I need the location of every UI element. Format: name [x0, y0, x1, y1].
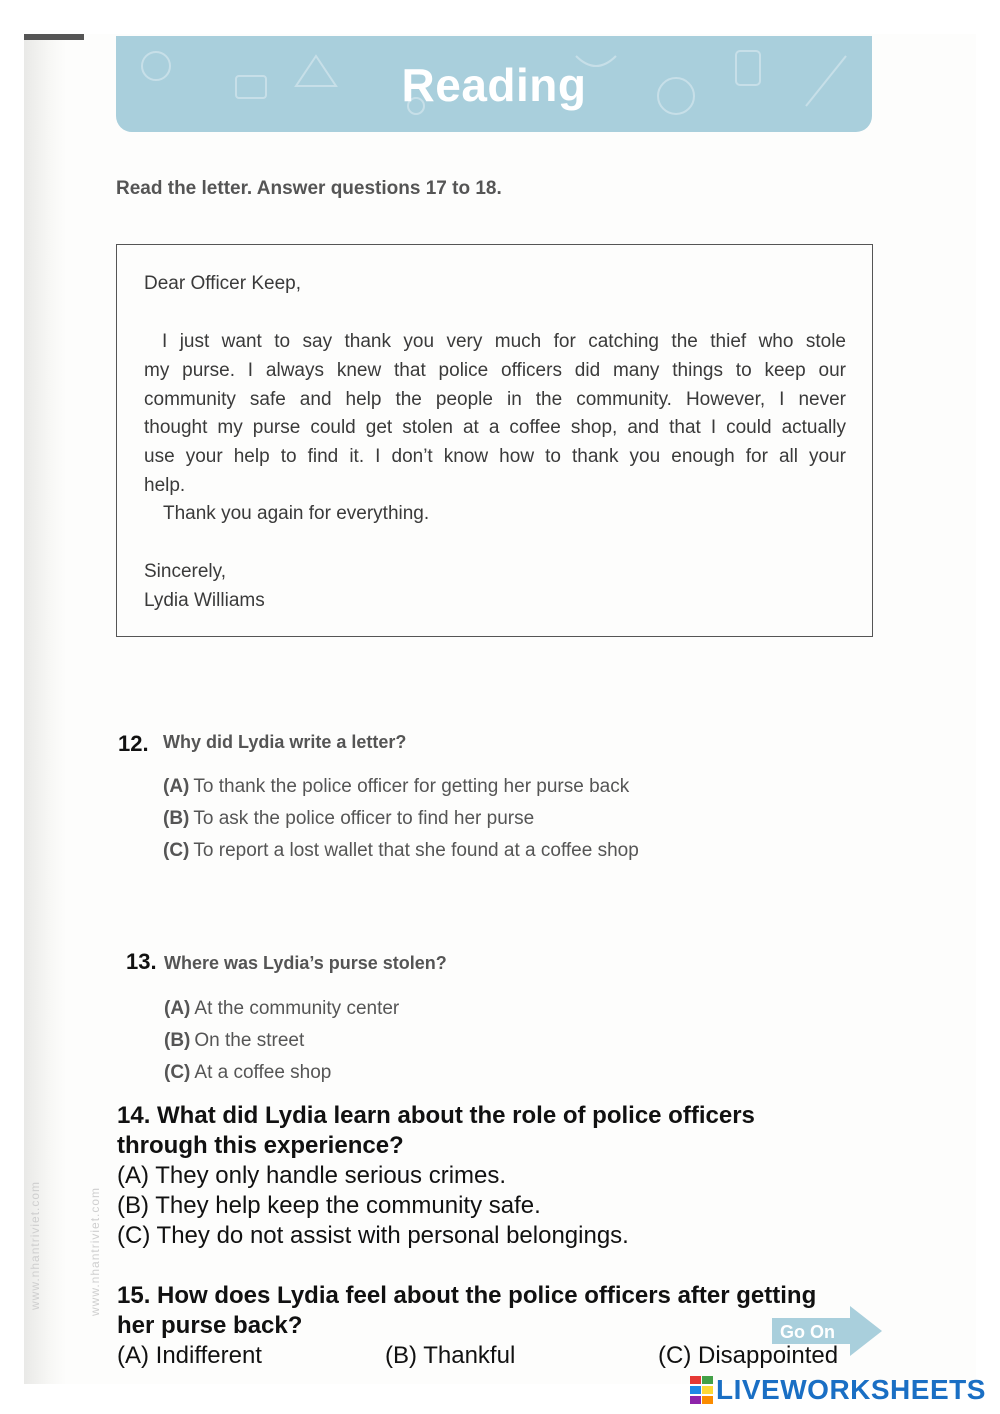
- option-letter: (C): [164, 1062, 191, 1083]
- letter-body-line: my purse. I always knew that police officers did many things to keep our: [144, 360, 846, 381]
- option-text: At the community center: [194, 998, 400, 1019]
- question-14-line-2: through this experience?: [117, 1132, 404, 1159]
- option-text: To report a lost wallet that she found at a coffee shop: [193, 840, 639, 861]
- option-letter: (A): [164, 998, 191, 1019]
- letter-body-line: I just want to say thank you very much for catching the thief who stole: [162, 331, 846, 352]
- liveworksheets-logo-icon: [690, 1376, 714, 1404]
- question-13-option-c[interactable]: [164, 1062, 331, 1084]
- go-on-label: Go On: [780, 1322, 835, 1342]
- side-watermark-left: www.nhantriviet.com: [28, 1180, 42, 1310]
- question-12-option-a[interactable]: [163, 776, 629, 798]
- question-15-option-b[interactable]: (B) Thankful: [385, 1342, 516, 1369]
- instruction-text: Read the letter. Answer questions 17 to 18.: [116, 178, 502, 199]
- question-15-line-1: 15. How does Lydia feel about the police officers after getting: [117, 1282, 817, 1309]
- option-letter: (C): [163, 840, 190, 861]
- option-letter: (B): [163, 808, 190, 829]
- letter-body-line: thought my purse could get stolen at a coffee shop, and that I could actually: [144, 417, 846, 438]
- option-text: To ask the police officer to find her purse: [193, 808, 535, 829]
- question-15-option-a[interactable]: (A) Indifferent: [117, 1342, 262, 1369]
- question-14-option-b[interactable]: (B) They help keep the community safe.: [117, 1192, 541, 1219]
- question-12-number: 12.: [118, 731, 149, 756]
- question-12-option-b[interactable]: [163, 808, 534, 830]
- question-13-number: 13.: [126, 949, 157, 974]
- liveworksheets-brand[interactable]: LIVEWORKSHEETS: [716, 1374, 986, 1405]
- question-14-line-1: 14. What did Lydia learn about the role of police officers: [117, 1102, 755, 1129]
- option-letter: (A): [163, 776, 190, 797]
- option-text: To thank the police officer for getting her purse back: [193, 776, 630, 797]
- question-15-line-2: her purse back?: [117, 1312, 303, 1339]
- question-14-option-a[interactable]: (A) They only handle serious crimes.: [117, 1162, 507, 1189]
- option-text: On the street: [194, 1030, 305, 1051]
- letter-body-line: use your help to find it. I don’t know how to thank you enough for all your: [144, 446, 846, 467]
- letter-signature: Lydia Williams: [144, 590, 265, 611]
- side-watermark-right: www.nhantriviet.com: [88, 1186, 102, 1316]
- section-banner: [116, 36, 872, 132]
- letter-body-line: community safe and help the people in the community. However, I never: [144, 389, 846, 410]
- question-14-option-c[interactable]: (C) They do not assist with personal belongings.: [117, 1222, 629, 1249]
- letter-body-line: help.: [144, 475, 186, 496]
- question-12-option-c[interactable]: [163, 840, 639, 862]
- question-15-option-c[interactable]: (C) Disappointed: [658, 1342, 839, 1369]
- question-12-text: Why did Lydia write a letter?: [163, 732, 407, 752]
- letter-closing: Sincerely,: [144, 561, 227, 582]
- letter-greeting: Dear Officer Keep,: [144, 273, 302, 294]
- option-letter: (B): [164, 1030, 191, 1051]
- page-title: Reading: [401, 59, 587, 111]
- question-13-option-b[interactable]: [164, 1030, 304, 1052]
- question-13-text: Where was Lydia’s purse stolen?: [164, 953, 447, 973]
- letter-box: [116, 244, 873, 637]
- page-edge-shadow: [24, 34, 84, 40]
- question-13-option-a[interactable]: [164, 998, 399, 1020]
- option-text: At a coffee shop: [194, 1062, 332, 1083]
- letter-thanks-line: Thank you again for everything.: [163, 503, 430, 524]
